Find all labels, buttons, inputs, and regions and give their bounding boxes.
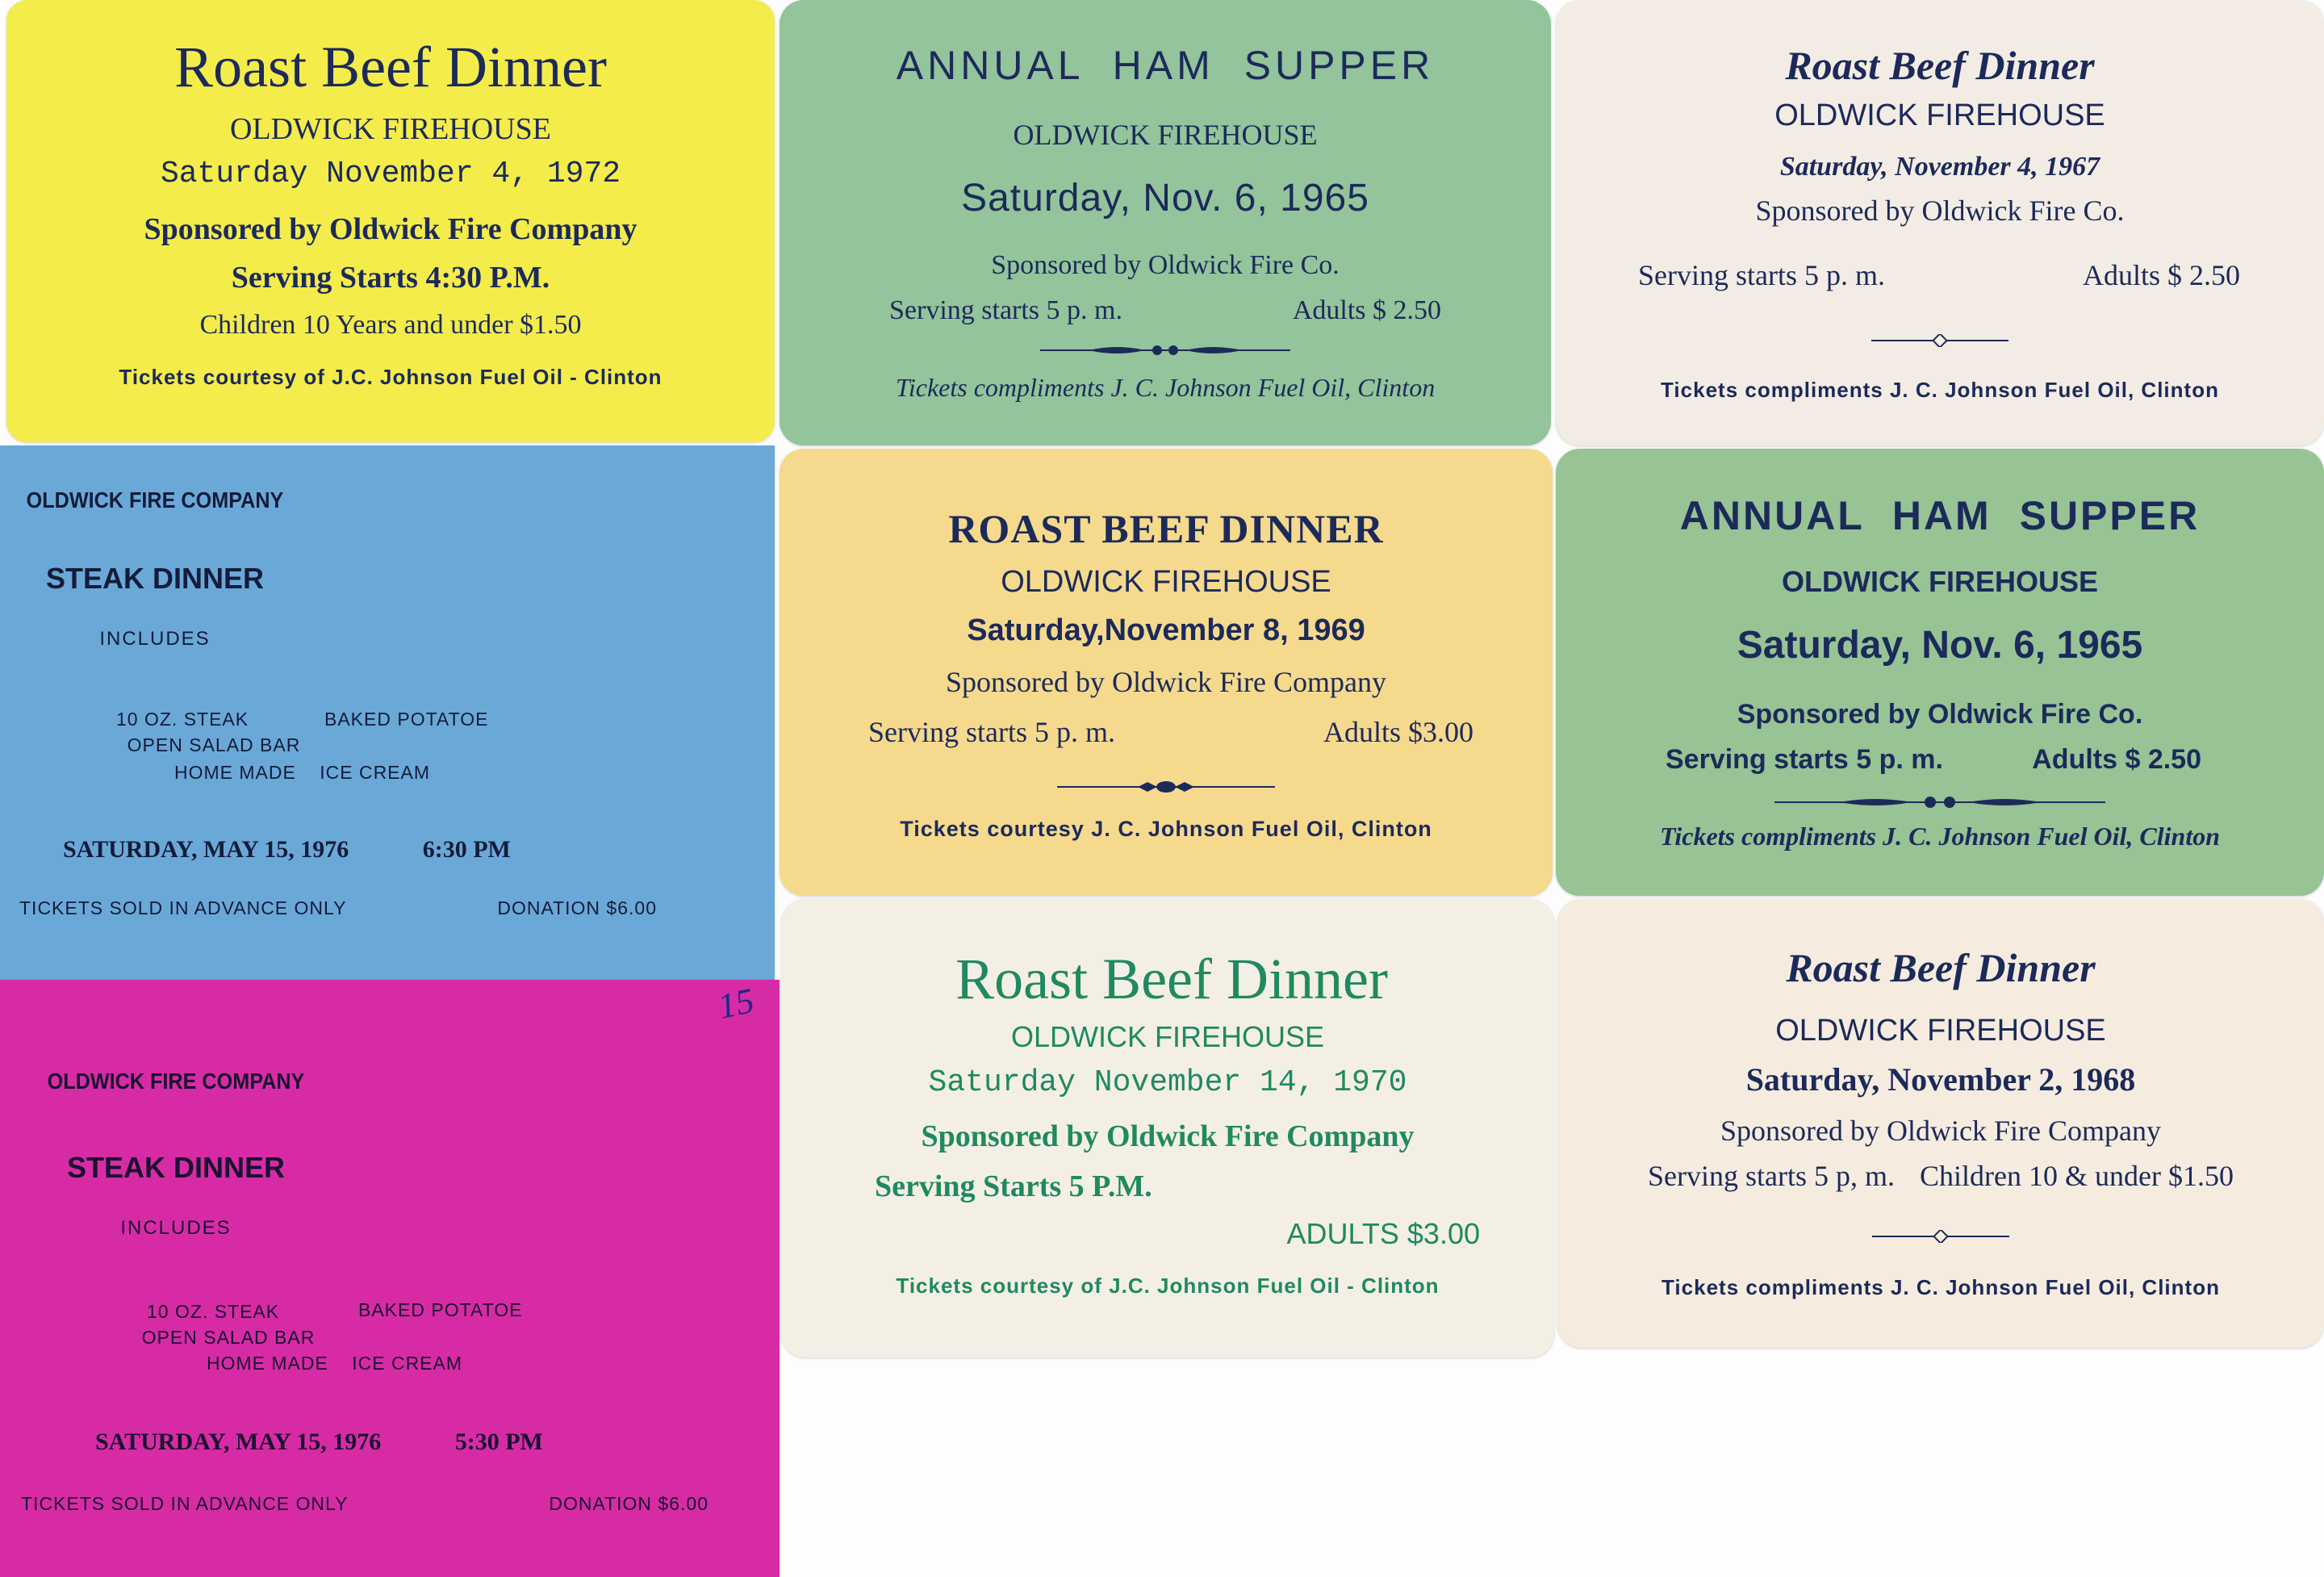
ticket-date: Saturday, Nov. 6, 1965	[1737, 624, 2143, 667]
ticket-title: Roast Beef Dinner	[174, 35, 607, 99]
ticket-date: Saturday, November 4, 1967	[1779, 152, 2100, 182]
menu-item-salad-bar: OPEN SALAD BAR	[141, 1327, 316, 1348]
handwritten-mark: 15	[714, 980, 758, 1027]
ticket-price: Adults $ 2.50	[1292, 295, 1441, 325]
ticket-card-1965-green-bottom	[1556, 449, 2324, 896]
ticket-includes: INCLUDES	[99, 628, 211, 650]
ticket-serving-time: Serving Starts 4:30 P.M.	[231, 261, 550, 295]
ticket-date: Saturday, November 2, 1968	[1745, 1061, 2136, 1098]
ticket-sponsor: Sponsored by Oldwick Fire Company	[1720, 1115, 2161, 1147]
ticket-venue: OLDWICK FIREHOUSE	[1001, 565, 1331, 599]
ticket-includes: INCLUDES	[120, 1217, 232, 1239]
ticket-serving-row	[1557, 1159, 2324, 1193]
ticket-title: ANNUAL HAM SUPPER	[1679, 493, 2201, 538]
ticket-org: OLDWICK FIRE COMPANY	[47, 1069, 305, 1094]
ticket-title: Roast Beef Dinner	[955, 947, 1388, 1011]
ticket-card-1976-pink	[0, 980, 780, 1577]
ticket-title: ANNUAL HAM SUPPER	[896, 43, 1435, 88]
ticket-price: Children 10 Years and under $1.50	[199, 310, 582, 340]
ticket-serving-time: Serving starts 5 p. m.	[889, 295, 1122, 325]
ticket-card-1965-green-top	[780, 0, 1551, 445]
ticket-donation: DONATION $6.00	[497, 897, 657, 918]
ticket-price: Children 10 & under $1.50	[1920, 1160, 2234, 1192]
ticket-venue: OLDWICK FIREHOUSE	[1013, 119, 1318, 151]
ticket-footer: Tickets compliments J. C. Johnson Fuel Oil, Clinton	[895, 373, 1436, 402]
ticket-time: 6:30 PM	[422, 836, 511, 863]
ticket-serving-time: Serving starts 5 p, m.	[1648, 1160, 1896, 1192]
ticket-date: Saturday November 14, 1970	[928, 1065, 1407, 1100]
ticket-venue: OLDWICK FIREHOUSE	[230, 112, 551, 146]
ticket-date-row	[63, 836, 511, 864]
ticket-sponsor: Sponsored by Oldwick Fire Co.	[1737, 699, 2143, 730]
ticket-title: Roast Beef Dinner	[1786, 945, 2096, 990]
ticket-serving-row	[1666, 744, 2201, 776]
menu-item-potato: BAKED POTATOE	[358, 1299, 523, 1320]
ticket-date: Saturday,November 8, 1969	[967, 613, 1365, 647]
ticket-date: Saturday, Nov. 6, 1965	[961, 177, 1369, 220]
ticket-venue: OLDWICK FIREHOUSE	[1010, 1020, 1325, 1053]
ticket-title: STEAK DINNER	[66, 1151, 286, 1184]
menu-item-ice-cream: ICE CREAM	[320, 762, 431, 783]
ticket-date-row	[95, 1429, 543, 1456]
ticket-venue: OLDWICK FIREHOUSE	[1782, 565, 2098, 598]
ornament-divider	[780, 342, 1551, 358]
ticket-footer: Tickets compliments J. C. Johnson Fuel Oil, Clinton	[1661, 1275, 2220, 1299]
ticket-title: Roast Beef Dinner	[1785, 43, 2095, 88]
ticket-bottom-row	[19, 897, 657, 919]
ticket-advance-note: TICKETS SOLD IN ADVANCE ONLY	[19, 897, 347, 918]
ticket-venue: OLDWICK FIREHOUSE	[1775, 1014, 2106, 1048]
menu-item-steak: 10 OZ. STEAK	[147, 1301, 280, 1322]
menu-item-salad-bar: OPEN SALAD BAR	[127, 734, 301, 755]
ticket-price: ADULTS $3.00	[1286, 1217, 1480, 1250]
ticket-advance-note: TICKETS SOLD IN ADVANCE ONLY	[21, 1493, 349, 1514]
ticket-price: Adults $3.00	[1323, 716, 1473, 748]
ticket-footer: Tickets courtesy of J.C. Johnson Fuel Oil - Clinton	[119, 365, 663, 389]
ticket-serving-time: Serving starts 5 p. m.	[1666, 744, 1943, 775]
menu-item-home-made: HOME MADE	[207, 1353, 328, 1374]
ticket-date: SATURDAY, MAY 15, 1976	[95, 1429, 382, 1455]
ticket-sponsor: Sponsored by Oldwick Fire Company	[921, 1119, 1415, 1153]
ticket-card-1976-blue	[0, 445, 775, 980]
ticket-venue: OLDWICK FIREHOUSE	[1774, 98, 2105, 132]
ticket-sponsor: Sponsored by Oldwick Fire Co.	[1755, 195, 2125, 227]
ticket-title: ROAST BEEF DINNER	[948, 506, 1384, 551]
ticket-card-1972-yellow	[6, 0, 775, 442]
ticket-serving-row	[868, 715, 1473, 749]
ticket-footer: Tickets courtesy J. C. Johnson Fuel Oil, Clinton	[900, 817, 1432, 841]
ticket-date: SATURDAY, MAY 15, 1976	[63, 836, 349, 863]
ornament-divider	[1557, 1230, 2324, 1243]
ticket-footer: Tickets compliments J. C. Johnson Fuel Oil, Clinton	[1661, 378, 2219, 402]
menu-item-steak: 10 OZ. STEAK	[116, 709, 249, 730]
ticket-card-1968-cream	[1557, 899, 2324, 1348]
ticket-price: Adults $ 2.50	[2032, 744, 2201, 775]
ticket-sponsor: Sponsored by Oldwick Fire Co.	[991, 250, 1340, 280]
ticket-org: OLDWICK FIRE COMPANY	[26, 487, 284, 512]
ticket-footer: Tickets compliments J. C. Johnson Fuel Oil, Clinton	[1659, 822, 2221, 851]
menu-item-potato: BAKED POTATOE	[324, 709, 489, 730]
ticket-time: 5:30 PM	[454, 1429, 543, 1455]
ticket-bottom-row	[21, 1493, 708, 1515]
ticket-serving-row	[1638, 258, 2240, 292]
menu-dessert-row	[207, 1353, 462, 1374]
ticket-serving-time: Serving starts 5 p. m.	[868, 716, 1115, 748]
ornament-divider	[780, 780, 1553, 794]
menu-item-home-made: HOME MADE	[174, 762, 296, 783]
ticket-footer: Tickets courtesy of J.C. Johnson Fuel Oil - Clinton	[896, 1274, 1440, 1298]
menu-item-ice-cream: ICE CREAM	[352, 1353, 463, 1374]
ticket-sponsor: Sponsored by Oldwick Fire Company	[144, 212, 637, 246]
ticket-price: Adults $ 2.50	[2082, 259, 2240, 291]
ticket-serving-row	[889, 295, 1441, 326]
ornament-divider	[1556, 794, 2324, 810]
ticket-card-1967-cream	[1556, 0, 2324, 445]
ticket-donation: DONATION $6.00	[549, 1493, 708, 1514]
ticket-card-1969-peach	[780, 449, 1553, 896]
ticket-serving-time: Serving starts 5 p. m.	[1638, 259, 1885, 291]
ornament-divider	[1556, 334, 2324, 347]
ticket-title: STEAK DINNER	[45, 562, 265, 595]
ticket-serving-time: Serving Starts 5 P.M.	[875, 1169, 1152, 1203]
ticket-sponsor: Sponsored by Oldwick Fire Company	[946, 666, 1386, 698]
ticket-card-1970-cream	[781, 899, 1554, 1357]
ticket-date: Saturday November 4, 1972	[160, 157, 621, 191]
menu-dessert-row	[174, 762, 430, 784]
